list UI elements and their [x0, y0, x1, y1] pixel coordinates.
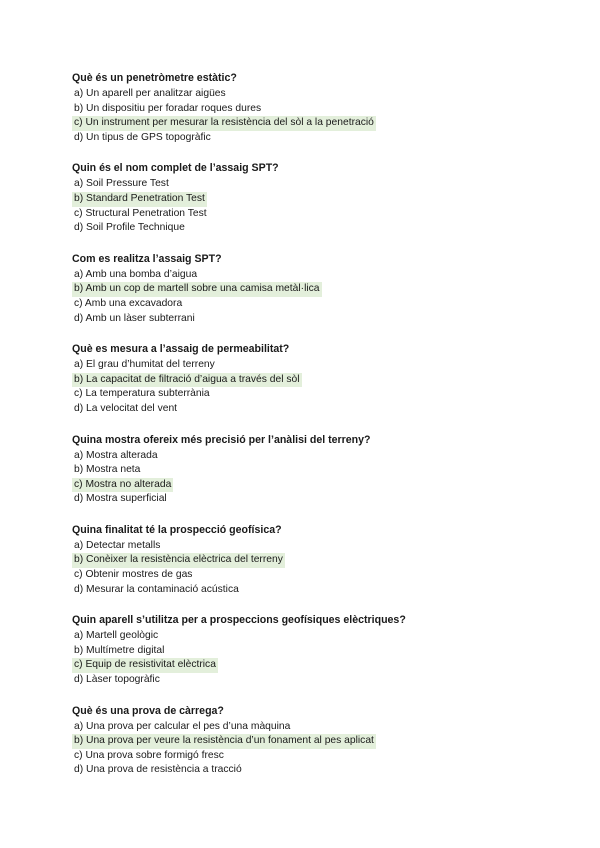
answer-option — [72, 268, 572, 283]
answer-option — [72, 720, 572, 735]
answer-option — [72, 492, 572, 507]
question-block — [72, 523, 572, 597]
answer-option — [72, 402, 572, 417]
option-text: a) Soil Pressure Test — [74, 178, 169, 190]
option-text: d) La velocitat del vent — [74, 402, 178, 414]
answer-option — [72, 312, 572, 327]
correct-answer-option — [72, 553, 572, 568]
answer-option — [72, 763, 572, 778]
option-text: b) Una prova per veure la resistència d’un fonament al pes aplicat — [72, 734, 376, 749]
option-text: d) Una prova de resistència a tracció — [74, 764, 242, 776]
question-text: Què és un penetròmetre estàtic? — [72, 72, 237, 84]
option-text: c) Structural Penetration Test — [74, 207, 207, 219]
option-text: b) Un dispositiu per foradar roques dures — [74, 102, 262, 114]
correct-answer-option — [72, 282, 572, 297]
option-text: b) La capacitat de filtració d’aigua a través del sòl — [72, 373, 302, 388]
option-text: d) Soil Profile Technique — [74, 222, 185, 234]
answer-option — [72, 749, 572, 764]
question-block — [72, 252, 572, 326]
question-text: Què es mesura a l’assaig de permeabilitat? — [72, 343, 290, 356]
option-text: a) Mostra alterada — [74, 449, 158, 461]
answer-option — [72, 539, 572, 554]
option-text: b) Standard Penetration Test — [72, 192, 207, 207]
option-text: d) Mesurar la contaminació acústica — [74, 583, 239, 595]
option-text: c) Equip de resistivitat elèctrica — [72, 658, 218, 673]
option-text: b) Mostra neta — [74, 464, 141, 476]
question-text: Quin aparell s’utilitza per a prospeccions geofísiques elèctriques? — [72, 614, 406, 627]
correct-answer-option — [72, 116, 572, 131]
answer-option — [72, 568, 572, 583]
answer-option — [72, 177, 572, 192]
question-text: Quina finalitat té la prospecció geofísica? — [72, 523, 282, 536]
option-text: a) Amb una bomba d’aigua — [74, 268, 198, 280]
question-block — [72, 613, 572, 687]
option-text: d) Un tipus de GPS topogràfic — [74, 131, 211, 143]
correct-answer-option — [72, 478, 572, 493]
option-text: a) Una prova per calcular el pes d’una màquina — [74, 720, 291, 732]
question-text: Quina mostra ofereix més precisió per l’anàlisi del terreny? — [72, 433, 371, 446]
option-text: c) Una prova sobre formigó fresc — [74, 749, 224, 761]
correct-answer-option — [72, 658, 572, 673]
answer-option — [72, 644, 572, 659]
option-text: a) Martell geològic — [74, 630, 159, 642]
option-text: b) Multímetre digital — [74, 644, 165, 656]
question-text: Quin és el nom complet de l’assaig SPT? — [72, 162, 279, 175]
question-text: Com es realitza l’assaig SPT? — [72, 252, 222, 265]
option-text: c) Obtenir mostres de gas — [74, 569, 193, 581]
option-text: c) La temperatura subterrània — [74, 388, 210, 400]
option-text: a) El grau d’humitat del terreny — [74, 359, 215, 371]
answer-option — [72, 358, 572, 373]
answer-option — [72, 221, 572, 236]
correct-answer-option — [72, 734, 572, 749]
answer-option — [72, 131, 572, 146]
answer-option — [72, 583, 572, 598]
answer-option — [72, 463, 572, 478]
option-text: d) Amb un làser subterrani — [74, 312, 195, 324]
answer-option — [72, 449, 572, 464]
correct-answer-option — [72, 373, 572, 388]
answer-option — [72, 387, 572, 402]
question-block — [72, 704, 572, 778]
option-text: a) Un aparell per analitzar aigües — [74, 88, 226, 99]
question-block — [72, 342, 572, 416]
question-block — [72, 71, 572, 145]
quiz-list — [72, 71, 572, 794]
option-text: c) Amb una excavadora — [74, 297, 183, 309]
option-text: a) Detectar metalls — [74, 539, 161, 551]
option-text: c) Un instrument per mesurar la resistència del sòl a la penetració — [72, 116, 376, 131]
option-text: b) Conèixer la resistència elèctrica del terreny — [72, 553, 285, 568]
option-text: c) Mostra no alterada — [72, 478, 173, 493]
answer-option — [72, 207, 572, 222]
option-text: d) Làser topogràfic — [74, 674, 160, 686]
correct-answer-option — [72, 192, 572, 207]
answer-option — [72, 87, 572, 102]
answer-option — [72, 297, 572, 312]
option-text: b) Amb un cop de martell sobre una camisa metàl·lica — [72, 282, 322, 297]
question-block — [72, 161, 572, 235]
question-block — [72, 433, 572, 507]
question-text: Què és una prova de càrrega? — [72, 704, 224, 717]
answer-option — [72, 102, 572, 117]
option-text: d) Mostra superficial — [74, 493, 167, 505]
answer-option — [72, 629, 572, 644]
answer-option — [72, 673, 572, 688]
